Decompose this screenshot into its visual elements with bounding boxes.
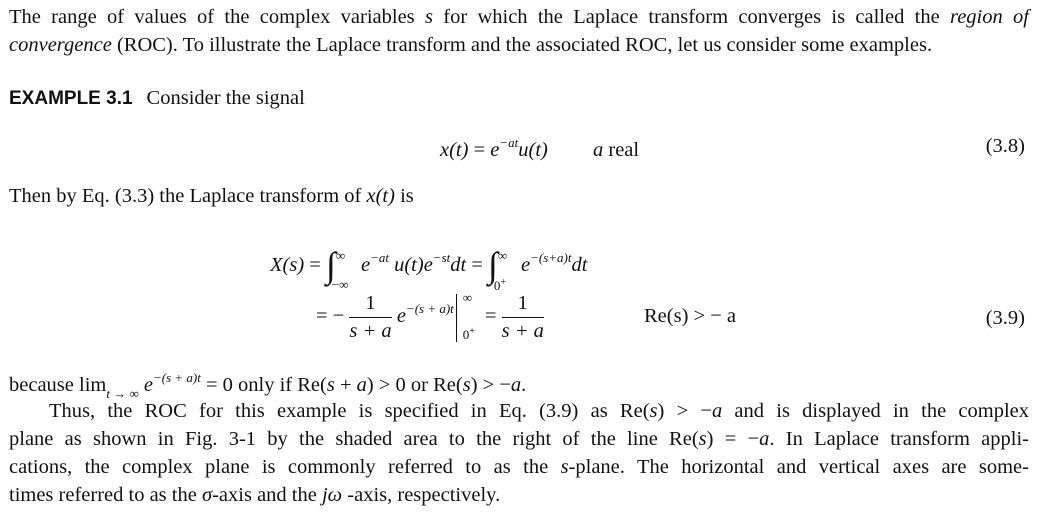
example-heading <box>9 87 305 110</box>
roc-line-4: times referred to as the σ-axis and the jω -axis, respectively. <box>9 484 501 506</box>
roc-line-3: cations, the complex plane is commonly referred to as the s-plane. The horizontal and vertical axes are some- <box>9 456 1029 478</box>
example-text: Consider the signal <box>146 87 305 109</box>
fraction-1: $\frac{1}{s + a}$ <box>349 292 392 342</box>
roc-paragraph <box>9 397 1029 509</box>
roc-line-2: plane as shown in Fig. 3-1 by the shaded area to the right of the line Re(s) = −a. In Laplace transform appli- <box>9 428 1029 450</box>
equation-3-9-condition: Re(s) > − a <box>644 305 736 327</box>
equation-3-9-row-1: X(s) = ∫ ∞ −∞ $e^{-at}$ $u(t)e^{-st}dt$ = ∫ ∞ 0+ $e^{-(s+a)t}dt$ <box>270 245 588 293</box>
integral-sign-1: ∫ <box>325 245 336 285</box>
evaluation-bar: ∞ 0+ <box>454 294 480 342</box>
equation-3-9-row-2: = − $\frac{1}{s + a}$ $e^{-(s + a)t}$ ∞ 0+ = $\frac{1}{s + a}$ <box>316 289 544 342</box>
equation-number-3-9: (3.9) <box>985 307 1025 329</box>
roc-line-1: Thus, the ROC for this example is specified in Eq. (3.9) as Re(s) > −a and is displayed in the complex <box>49 400 1029 422</box>
then-line: Then by Eq. (3.3) the Laplace transform of x(t) is <box>9 185 414 207</box>
because-line: because $\lim_{t \to \infty} e^{-(s + a)t} = 0$ only if Re(s + a) > 0 or Re(s) > −a. <box>9 370 527 401</box>
integral-sign-2: ∫ <box>488 245 498 285</box>
example-label: EXAMPLE 3.1 <box>9 88 133 109</box>
intro-line-2: convergence (ROC). To illustrate the Laplace transform and the associated ROC, let us consider some examples. <box>9 34 933 56</box>
intro-line-1: The range of values of the complex variables s for which the Laplace transform converges is called the region of <box>9 6 1029 28</box>
intro-paragraph <box>9 3 1029 59</box>
equation-3-8: $x(t) = e^{-at}u(t)$ a real <box>440 135 640 161</box>
equation-number-3-8: (3.8) <box>985 135 1025 157</box>
fraction-2: $\frac{1}{s + a}$ <box>501 292 544 342</box>
